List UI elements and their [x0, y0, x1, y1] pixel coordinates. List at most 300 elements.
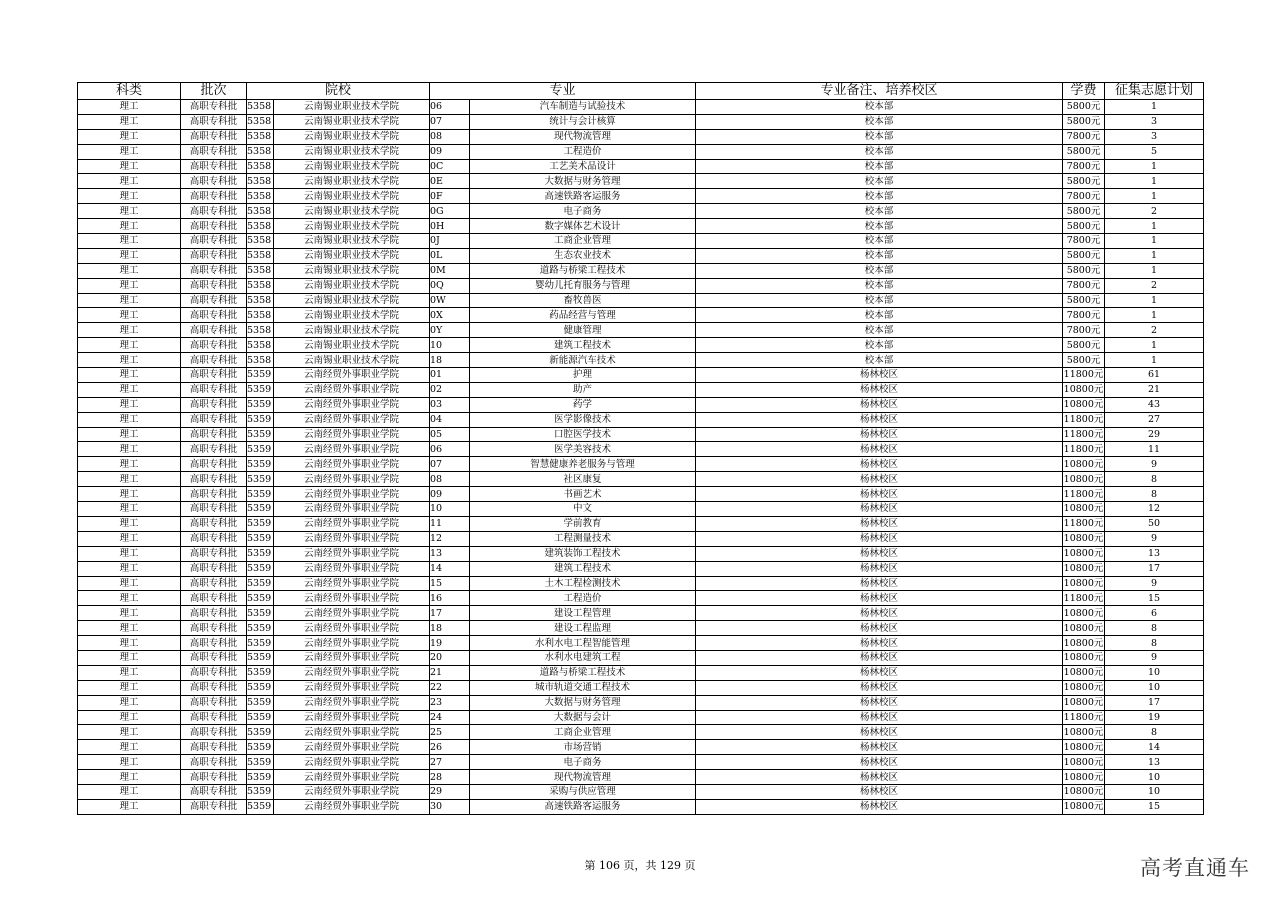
- cell-plan: 9: [1105, 650, 1204, 665]
- cell-category: 理工: [78, 561, 181, 576]
- cell-plan: 1: [1105, 338, 1204, 353]
- cell-plan: 50: [1105, 516, 1204, 531]
- table-row: [78, 531, 1204, 546]
- cell-tuition: 5800元: [1063, 144, 1105, 159]
- cell-campus: 杨林校区: [696, 427, 1063, 442]
- cell-school-name: 云南锡业职业技术学院: [274, 248, 430, 263]
- cell-school-name: 云南锡业职业技术学院: [274, 114, 430, 129]
- cell-plan: 2: [1105, 204, 1204, 219]
- cell-major-name: 汽车制造与试验技术: [470, 100, 696, 115]
- cell-campus: 杨林校区: [696, 680, 1063, 695]
- cell-plan: 8: [1105, 636, 1204, 651]
- cell-batch: 高职专科批: [181, 710, 247, 725]
- cell-batch: 高职专科批: [181, 382, 247, 397]
- cell-major-name: 新能源汽车技术: [470, 353, 696, 368]
- cell-school-code: 5358: [247, 338, 274, 353]
- table-row: [78, 353, 1204, 368]
- cell-tuition: 10800元: [1063, 726, 1104, 738]
- cell-school-code: 5359: [247, 397, 274, 412]
- cell-school-name: 云南经贸外事职业学院: [274, 382, 430, 397]
- cell-school-code: 5359: [247, 680, 274, 695]
- cell-major-name: 生态农业技术: [470, 248, 696, 263]
- cell-campus: 杨林校区: [696, 531, 1063, 546]
- cell-campus: 校本部: [696, 189, 1063, 204]
- cell-tuition: 10800元: [1063, 563, 1104, 575]
- cell-school-name: 云南经贸外事职业学院: [274, 531, 430, 546]
- cell-tuition: 7800元: [1063, 308, 1105, 323]
- cell-campus: 杨林校区: [696, 576, 1063, 591]
- cell-school-code: 5359: [247, 695, 274, 710]
- cell-major-code: 08: [430, 472, 470, 487]
- cell-category: 理工: [78, 100, 181, 115]
- cell-category: 理工: [78, 114, 181, 129]
- cell-major-name: 统计与会计核算: [470, 114, 696, 129]
- cell-major-name: 工艺美术品设计: [470, 159, 696, 174]
- cell-plan: 1: [1105, 308, 1204, 323]
- cell-batch: 高职专科批: [181, 144, 247, 159]
- cell-school-name: 云南经贸外事职业学院: [274, 546, 430, 561]
- table-row: [78, 308, 1204, 323]
- cell-major-code: 10: [430, 338, 470, 353]
- cell-plan: 1: [1105, 248, 1204, 263]
- table-row: [78, 502, 1204, 517]
- cell-tuition: 10800元: [1063, 458, 1104, 470]
- cell-school-code: 5359: [247, 457, 274, 472]
- cell-campus: 杨林校区: [696, 636, 1063, 651]
- cell-plan: 14: [1105, 740, 1204, 755]
- cell-major-name: 高速铁路客运服务: [470, 799, 696, 814]
- cell-batch: 高职专科批: [181, 427, 247, 442]
- cell-school-code: 5359: [247, 665, 274, 680]
- cell-plan: 27: [1105, 412, 1204, 427]
- table-row: [78, 546, 1204, 561]
- cell-major-name: 电子商务: [470, 204, 696, 219]
- cell-plan: 15: [1105, 591, 1204, 606]
- cell-school-name: 云南经贸外事职业学院: [274, 457, 430, 472]
- table-row: [78, 219, 1204, 234]
- cell-campus: 杨林校区: [696, 695, 1063, 710]
- header-batch: 批次: [181, 83, 247, 100]
- cell-tuition: 11800元: [1063, 443, 1104, 455]
- cell-batch: 高职专科批: [181, 100, 247, 115]
- cell-campus: 校本部: [696, 323, 1063, 338]
- cell-tuition: 10800元: [1063, 697, 1104, 709]
- cell-major-code: 23: [430, 695, 470, 710]
- cell-campus: 杨林校区: [696, 740, 1063, 755]
- cell-campus: 杨林校区: [696, 665, 1063, 680]
- cell-major-code: 0G: [430, 204, 470, 219]
- cell-school-name: 云南经贸外事职业学院: [274, 412, 430, 427]
- cell-major-name: 水利水电工程智能管理: [470, 636, 696, 651]
- cell-major-name: 书画艺术: [470, 487, 696, 502]
- cell-campus: 校本部: [696, 234, 1063, 249]
- cell-category: 理工: [78, 427, 181, 442]
- cell-tuition: 10800元: [1063, 607, 1104, 619]
- cell-tuition: 5800元: [1063, 219, 1105, 234]
- cell-school-name: 云南经贸外事职业学院: [274, 591, 430, 606]
- cell-major-name: 建筑装饰工程技术: [470, 546, 696, 561]
- cell-campus: 杨林校区: [696, 457, 1063, 472]
- cell-major-name: 工商企业管理: [470, 725, 696, 740]
- cell-major-code: 08: [430, 129, 470, 144]
- cell-school-code: 5358: [247, 308, 274, 323]
- cell-major-code: 30: [430, 799, 470, 814]
- cell-school-code: 5359: [247, 770, 274, 785]
- cell-campus: 校本部: [696, 159, 1063, 174]
- cell-campus: 杨林校区: [696, 502, 1063, 517]
- cell-category: 理工: [78, 189, 181, 204]
- cell-major-name: 道路与桥梁工程技术: [470, 263, 696, 278]
- cell-major-name: 药学: [470, 397, 696, 412]
- cell-plan: 10: [1105, 770, 1204, 785]
- page-number: 第 106 页，共 129 页: [584, 859, 696, 872]
- cell-batch: 高职专科批: [181, 561, 247, 576]
- cell-batch: 高职专科批: [181, 129, 247, 144]
- cell-tuition: 5800元: [1063, 114, 1105, 129]
- table-row: [78, 680, 1204, 695]
- cell-major-code: 13: [430, 546, 470, 561]
- table-row: [78, 368, 1204, 383]
- cell-major-name: 医学美容技术: [470, 442, 696, 457]
- cell-batch: 高职专科批: [181, 174, 247, 189]
- cell-major-code: 06: [430, 442, 470, 457]
- cell-major-name: 健康管理: [470, 323, 696, 338]
- cell-major-name: 市场营销: [470, 740, 696, 755]
- cell-campus: 校本部: [696, 338, 1063, 353]
- cell-school-code: 5359: [247, 799, 274, 814]
- table-row: [78, 189, 1204, 204]
- cell-campus: 校本部: [696, 293, 1063, 308]
- cell-school-name: 云南锡业职业技术学院: [274, 204, 430, 219]
- table-row: [78, 799, 1204, 814]
- cell-tuition: 10800元: [1063, 548, 1104, 560]
- cell-plan: 10: [1105, 680, 1204, 695]
- cell-category: 理工: [78, 278, 181, 293]
- cell-school-code: 5358: [247, 323, 274, 338]
- cell-tuition: 10800元: [1063, 399, 1104, 411]
- cell-tuition: 5800元: [1063, 248, 1105, 263]
- cell-school-code: 5359: [247, 784, 274, 799]
- cell-tuition: 7800元: [1063, 234, 1105, 249]
- cell-batch: 高职专科批: [181, 784, 247, 799]
- cell-major-name: 畜牧兽医: [470, 293, 696, 308]
- table-row: [78, 114, 1204, 129]
- cell-category: 理工: [78, 546, 181, 561]
- cell-major-code: 0X: [430, 308, 470, 323]
- cell-plan: 1: [1105, 293, 1204, 308]
- cell-tuition: 11800元: [1063, 518, 1104, 530]
- cell-batch: 高职专科批: [181, 159, 247, 174]
- cell-school-name: 云南经贸外事职业学院: [274, 516, 430, 531]
- table-row: [78, 710, 1204, 725]
- cell-category: 理工: [78, 442, 181, 457]
- cell-batch: 高职专科批: [181, 293, 247, 308]
- table-row: [78, 740, 1204, 755]
- cell-major-code: 21: [430, 665, 470, 680]
- table-row: [78, 621, 1204, 636]
- cell-campus: 杨林校区: [696, 784, 1063, 799]
- cell-major-code: 0Q: [430, 278, 470, 293]
- table-row: [78, 725, 1204, 740]
- cell-category: 理工: [78, 740, 181, 755]
- table-row: [78, 234, 1204, 249]
- cell-school-name: 云南经贸外事职业学院: [274, 472, 430, 487]
- cell-batch: 高职专科批: [181, 725, 247, 740]
- cell-school-name: 云南锡业职业技术学院: [274, 129, 430, 144]
- table-row: [78, 323, 1204, 338]
- cell-category: 理工: [78, 725, 181, 740]
- cell-batch: 高职专科批: [181, 219, 247, 234]
- cell-major-code: 02: [430, 382, 470, 397]
- cell-school-code: 5358: [247, 219, 274, 234]
- cell-category: 理工: [78, 368, 181, 383]
- cell-school-name: 云南经贸外事职业学院: [274, 561, 430, 576]
- cell-tuition: 10800元: [1063, 533, 1104, 545]
- cell-school-name: 云南经贸外事职业学院: [274, 770, 430, 785]
- cell-plan: 9: [1105, 531, 1204, 546]
- cell-major-name: 高速铁路客运服务: [470, 189, 696, 204]
- cell-batch: 高职专科批: [181, 680, 247, 695]
- cell-plan: 1: [1105, 234, 1204, 249]
- cell-major-name: 助产: [470, 382, 696, 397]
- cell-tuition: 5800元: [1063, 293, 1105, 308]
- cell-school-name: 云南经贸外事职业学院: [274, 621, 430, 636]
- cell-major-code: 18: [430, 353, 470, 368]
- cell-tuition: 11800元: [1063, 488, 1104, 500]
- table-row: [78, 293, 1204, 308]
- cell-tuition: 10800元: [1063, 622, 1104, 634]
- cell-tuition: 10800元: [1063, 577, 1104, 589]
- cell-campus: 杨林校区: [696, 606, 1063, 621]
- table-row: [78, 457, 1204, 472]
- table-row: [78, 382, 1204, 397]
- cell-major-code: 0C: [430, 159, 470, 174]
- cell-school-name: 云南经贸外事职业学院: [274, 784, 430, 799]
- cell-batch: 高职专科批: [181, 695, 247, 710]
- cell-plan: 10: [1105, 784, 1204, 799]
- table-row: [78, 159, 1204, 174]
- cell-campus: 校本部: [696, 278, 1063, 293]
- cell-tuition: 10800元: [1063, 384, 1104, 396]
- cell-major-code: 06: [430, 100, 470, 115]
- cell-batch: 高职专科批: [181, 516, 247, 531]
- cell-tuition: 7800元: [1063, 159, 1105, 174]
- cell-category: 理工: [78, 472, 181, 487]
- cell-major-name: 护理: [470, 368, 696, 383]
- cell-school-code: 5359: [247, 606, 274, 621]
- cell-major-code: 18: [430, 621, 470, 636]
- cell-school-name: 云南经贸外事职业学院: [274, 680, 430, 695]
- cell-tuition: 11800元: [1063, 414, 1104, 426]
- cell-school-name: 云南锡业职业技术学院: [274, 323, 430, 338]
- cell-major-code: 0W: [430, 293, 470, 308]
- cell-category: 理工: [78, 636, 181, 651]
- cell-category: 理工: [78, 606, 181, 621]
- cell-plan: 17: [1105, 561, 1204, 576]
- cell-school-code: 5358: [247, 159, 274, 174]
- cell-category: 理工: [78, 248, 181, 263]
- table-row: [78, 516, 1204, 531]
- cell-school-code: 5358: [247, 174, 274, 189]
- cell-plan: 10: [1105, 665, 1204, 680]
- cell-major-name: 道路与桥梁工程技术: [470, 665, 696, 680]
- cell-major-name: 城市轨道交通工程技术: [470, 680, 696, 695]
- table-row: [78, 129, 1204, 144]
- cell-tuition: 5800元: [1063, 204, 1105, 219]
- cell-batch: 高职专科批: [181, 397, 247, 412]
- cell-category: 理工: [78, 323, 181, 338]
- cell-school-code: 5359: [247, 636, 274, 651]
- cell-major-code: 0M: [430, 263, 470, 278]
- cell-category: 理工: [78, 144, 181, 159]
- cell-batch: 高职专科批: [181, 189, 247, 204]
- table-row: [78, 248, 1204, 263]
- cell-school-code: 5359: [247, 382, 274, 397]
- cell-tuition: 7800元: [1063, 278, 1105, 293]
- cell-school-name: 云南锡业职业技术学院: [274, 174, 430, 189]
- cell-plan: 1: [1105, 159, 1204, 174]
- cell-major-name: 水利水电建筑工程: [470, 650, 696, 665]
- cell-campus: 杨林校区: [696, 412, 1063, 427]
- header-plan: 征集志愿计划: [1105, 83, 1204, 100]
- cell-batch: 高职专科批: [181, 308, 247, 323]
- cell-major-name: 学前教育: [470, 516, 696, 531]
- cell-category: 理工: [78, 531, 181, 546]
- header-school: 院校: [247, 83, 430, 100]
- table-row: [78, 650, 1204, 665]
- cell-category: 理工: [78, 680, 181, 695]
- cell-category: 理工: [78, 129, 181, 144]
- cell-tuition: 10800元: [1063, 801, 1104, 813]
- cell-batch: 高职专科批: [181, 412, 247, 427]
- cell-plan: 1: [1105, 174, 1204, 189]
- cell-school-name: 云南锡业职业技术学院: [274, 159, 430, 174]
- cell-plan: 9: [1105, 457, 1204, 472]
- cell-plan: 15: [1105, 799, 1204, 814]
- cell-school-code: 5359: [247, 472, 274, 487]
- cell-category: 理工: [78, 353, 181, 368]
- cell-school-code: 5358: [247, 129, 274, 144]
- cell-campus: 杨林校区: [696, 591, 1063, 606]
- cell-category: 理工: [78, 516, 181, 531]
- cell-campus: 杨林校区: [696, 382, 1063, 397]
- cell-campus: 杨林校区: [696, 770, 1063, 785]
- cell-campus: 杨林校区: [696, 487, 1063, 502]
- cell-school-code: 5358: [247, 263, 274, 278]
- cell-tuition: 10800元: [1063, 771, 1104, 783]
- cell-major-code: 0J: [430, 234, 470, 249]
- cell-major-name: 大数据与财务管理: [470, 695, 696, 710]
- cell-tuition: 10800元: [1063, 741, 1104, 753]
- cell-campus: 校本部: [696, 100, 1063, 115]
- cell-category: 理工: [78, 397, 181, 412]
- header-major: 专业: [430, 83, 696, 100]
- cell-batch: 高职专科批: [181, 472, 247, 487]
- cell-category: 理工: [78, 338, 181, 353]
- cell-major-code: 03: [430, 397, 470, 412]
- cell-school-name: 云南锡业职业技术学院: [274, 293, 430, 308]
- cell-school-name: 云南锡业职业技术学院: [274, 338, 430, 353]
- cell-plan: 1: [1105, 263, 1204, 278]
- cell-category: 理工: [78, 308, 181, 323]
- cell-school-name: 云南经贸外事职业学院: [274, 397, 430, 412]
- table-row: [78, 561, 1204, 576]
- cell-category: 理工: [78, 487, 181, 502]
- table-row: [78, 636, 1204, 651]
- cell-school-code: 5359: [247, 591, 274, 606]
- cell-category: 理工: [78, 219, 181, 234]
- cell-school-name: 云南经贸外事职业学院: [274, 427, 430, 442]
- cell-category: 理工: [78, 204, 181, 219]
- cell-batch: 高职专科批: [181, 799, 247, 814]
- cell-major-code: 29: [430, 784, 470, 799]
- cell-major-code: 28: [430, 770, 470, 785]
- cell-plan: 9: [1105, 576, 1204, 591]
- cell-category: 理工: [78, 784, 181, 799]
- table-row: [78, 576, 1204, 591]
- cell-category: 理工: [78, 591, 181, 606]
- table-row: [78, 174, 1204, 189]
- cell-category: 理工: [78, 576, 181, 591]
- cell-tuition: 5800元: [1063, 338, 1105, 353]
- cell-major-code: 14: [430, 561, 470, 576]
- cell-batch: 高职专科批: [181, 591, 247, 606]
- header-category: 科类: [78, 83, 181, 100]
- cell-school-code: 5359: [247, 561, 274, 576]
- table-row: [78, 204, 1204, 219]
- header-remarks-campus: 专业备注、培养校区: [696, 83, 1063, 100]
- cell-campus: 校本部: [696, 219, 1063, 234]
- cell-campus: 杨林校区: [696, 442, 1063, 457]
- cell-school-code: 5359: [247, 442, 274, 457]
- cell-school-name: 云南锡业职业技术学院: [274, 278, 430, 293]
- cell-school-name: 云南经贸外事职业学院: [274, 368, 430, 383]
- enrollment-table: [77, 82, 1204, 815]
- cell-tuition: 5800元: [1063, 174, 1105, 189]
- table-row: [78, 278, 1204, 293]
- cell-tuition: 5800元: [1063, 263, 1105, 278]
- cell-school-name: 云南经贸外事职业学院: [274, 636, 430, 651]
- cell-category: 理工: [78, 293, 181, 308]
- cell-major-name: 建设工程管理: [470, 606, 696, 621]
- table-row: [78, 100, 1204, 115]
- cell-school-code: 5358: [247, 293, 274, 308]
- header-tuition: 学费: [1063, 83, 1105, 100]
- cell-plan: 61: [1105, 368, 1204, 383]
- cell-category: 理工: [78, 650, 181, 665]
- cell-school-code: 5359: [247, 725, 274, 740]
- cell-batch: 高职专科批: [181, 487, 247, 502]
- cell-tuition: 7800元: [1063, 323, 1105, 338]
- cell-school-code: 5358: [247, 189, 274, 204]
- cell-batch: 高职专科批: [181, 353, 247, 368]
- table-row: [78, 591, 1204, 606]
- cell-category: 理工: [78, 382, 181, 397]
- cell-campus: 校本部: [696, 174, 1063, 189]
- cell-tuition: 7800元: [1063, 129, 1105, 144]
- cell-batch: 高职专科批: [181, 263, 247, 278]
- cell-category: 理工: [78, 770, 181, 785]
- cell-major-code: 05: [430, 427, 470, 442]
- cell-major-name: 婴幼儿托育服务与管理: [470, 278, 696, 293]
- cell-plan: 1: [1105, 100, 1204, 115]
- cell-major-name: 口腔医学技术: [470, 427, 696, 442]
- cell-campus: 杨林校区: [696, 725, 1063, 740]
- cell-major-name: 建筑工程技术: [470, 338, 696, 353]
- cell-plan: 2: [1105, 323, 1204, 338]
- cell-school-code: 5358: [247, 353, 274, 368]
- cell-category: 理工: [78, 412, 181, 427]
